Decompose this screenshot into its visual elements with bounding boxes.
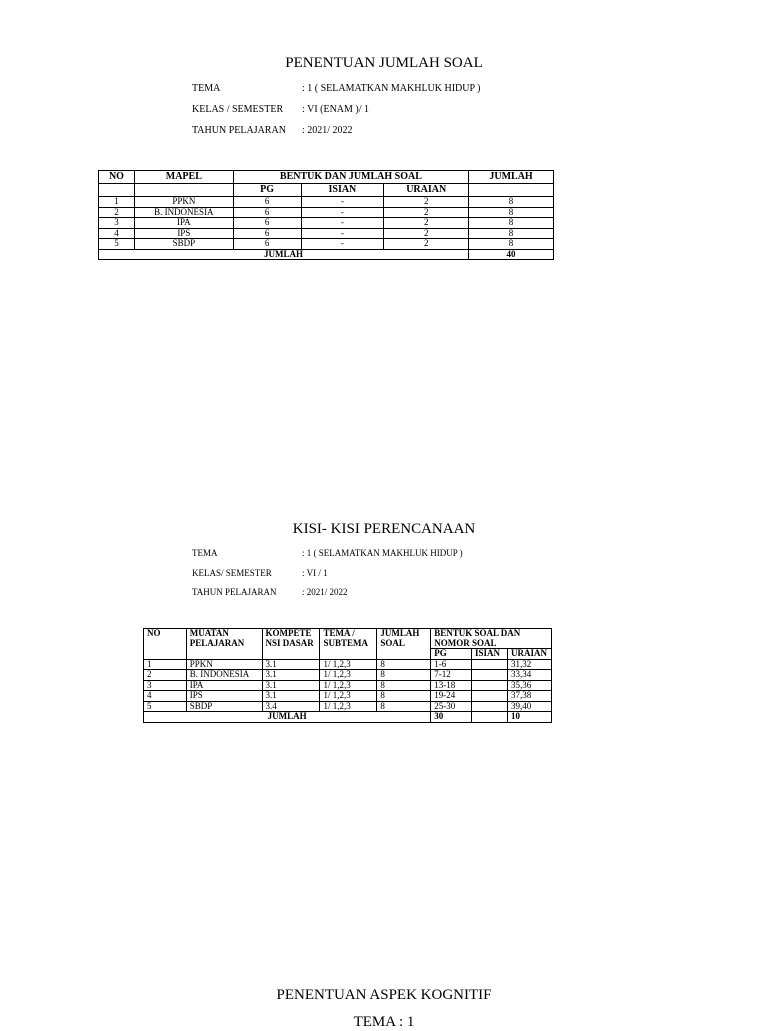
jumlah-soal-table	[98, 170, 554, 260]
cell-pg: 19-24	[431, 691, 472, 702]
cell-no: 3	[99, 218, 135, 229]
cell-pg: 7-12	[431, 670, 472, 681]
table-row	[144, 701, 552, 712]
section2-meta	[192, 548, 592, 608]
table-row	[99, 218, 554, 229]
cell-kd: 3.1	[262, 691, 320, 702]
cell-pg: 6	[233, 207, 301, 218]
cell-muatan: PPKN	[186, 659, 262, 670]
header-no: NO	[99, 171, 135, 184]
header-uraian: URAIAN	[384, 184, 469, 197]
table-row	[99, 239, 554, 250]
cell-kd: 3.4	[262, 701, 320, 712]
header-muatan: MUATAN PELAJARAN	[186, 629, 262, 660]
cell-jumlah: 8	[469, 207, 554, 218]
header-tema: TEMA / SUBTEMA	[320, 629, 377, 660]
cell-isian: -	[301, 197, 384, 208]
cell-isian	[472, 670, 508, 681]
cell-no: 1	[144, 659, 187, 670]
cell-uraian: 2	[384, 228, 469, 239]
meta-value-tema: : 1 ( SELAMATKAN MAKHLUK HIDUP )	[302, 83, 481, 94]
cell-jumlah: 8	[377, 659, 431, 670]
cell-tema: 1/ 1,2,3	[320, 680, 377, 691]
meta-label-tema: TEMA	[192, 83, 221, 94]
kisi-kisi-table	[143, 628, 552, 723]
cell-jumlah: 8	[469, 228, 554, 239]
cell-uraian: 2	[384, 239, 469, 250]
table-row	[99, 197, 554, 208]
cell-pg: 1-6	[431, 659, 472, 670]
cell-kd: 3.1	[262, 670, 320, 681]
header-isian: ISIAN	[472, 649, 508, 660]
header-no: NO	[144, 629, 187, 660]
cell-muatan: SBDP	[186, 701, 262, 712]
footer-total: 40	[469, 249, 554, 260]
footer-label: JUMLAH	[144, 712, 431, 723]
cell-mapel: B. INDONESIA	[134, 207, 233, 218]
meta-value-kelas: : VI (ENAM )/ 1	[302, 104, 370, 115]
cell-jumlah: 8	[469, 218, 554, 229]
cell-uraian: 39,40	[507, 701, 551, 712]
cell-mapel: PPKN	[134, 197, 233, 208]
cell-jumlah: 8	[469, 197, 554, 208]
cell-tema: 1/ 1,2,3	[320, 659, 377, 670]
footer-pg: 30	[431, 712, 472, 723]
header-isian: ISIAN	[301, 184, 384, 197]
header-empty	[469, 184, 554, 197]
cell-tema: 1/ 1,2,3	[320, 701, 377, 712]
cell-muatan: B. INDONESIA	[186, 670, 262, 681]
cell-uraian: 33,34	[507, 670, 551, 681]
meta-label-tahun: TAHUN PELAJARAN	[192, 125, 286, 136]
cell-isian	[472, 680, 508, 691]
meta-label-kelas: KELAS / SEMESTER	[192, 104, 284, 115]
meta-value-tema: : 1 ( SELAMATKAN MAKHLUK HIDUP )	[302, 548, 463, 558]
cell-pg: 13-18	[431, 680, 472, 691]
cell-muatan: IPA	[186, 680, 262, 691]
footer-isian	[472, 712, 508, 723]
header-pg: PG	[233, 184, 301, 197]
cell-tema: 1/ 1,2,3	[320, 691, 377, 702]
meta-value-tahun: : 2021/ 2022	[302, 125, 353, 136]
cell-isian	[472, 701, 508, 712]
section3-subtitle: TEMA : 1	[353, 1014, 415, 1030]
header-empty	[99, 184, 135, 197]
table-row	[144, 659, 552, 670]
cell-isian: -	[301, 228, 384, 239]
section1-meta	[192, 83, 592, 143]
cell-pg: 6	[233, 197, 301, 208]
cell-kd: 3.1	[262, 680, 320, 691]
cell-jumlah: 8	[469, 239, 554, 250]
cell-mapel: SBDP	[134, 239, 233, 250]
cell-jumlah: 8	[377, 701, 431, 712]
header-pg: PG	[431, 649, 472, 660]
header-jumlah: JUMLAH SOAL	[377, 629, 431, 660]
footer-label: JUMLAH	[99, 249, 469, 260]
cell-no: 4	[144, 691, 187, 702]
cell-isian: -	[301, 207, 384, 218]
header-jumlah: JUMLAH	[469, 171, 554, 184]
meta-label-kelas: KELAS/ SEMESTER	[192, 568, 272, 578]
header-empty	[134, 184, 233, 197]
cell-isian: -	[301, 239, 384, 250]
cell-isian: -	[301, 218, 384, 229]
header-uraian: URAIAN	[507, 649, 551, 660]
meta-value-kelas: : VI / 1	[302, 568, 328, 578]
cell-jumlah: 8	[377, 670, 431, 681]
cell-isian	[472, 659, 508, 670]
cell-muatan: IPS	[186, 691, 262, 702]
table-row	[144, 691, 552, 702]
cell-isian	[472, 691, 508, 702]
cell-uraian: 35,36	[507, 680, 551, 691]
cell-no: 4	[99, 228, 135, 239]
cell-pg: 6	[233, 228, 301, 239]
table-row	[99, 228, 554, 239]
cell-pg: 6	[233, 239, 301, 250]
section2-title: KISI- KISI PERENCANAAN	[292, 521, 476, 537]
header-bentuk: BENTUK SOAL DAN NOMOR SOAL	[431, 629, 552, 649]
cell-uraian: 2	[384, 218, 469, 229]
cell-no: 1	[99, 197, 135, 208]
cell-no: 3	[144, 680, 187, 691]
cell-pg: 25-30	[431, 701, 472, 712]
section1-title: PENENTUAN JUMLAH SOAL	[285, 55, 483, 71]
cell-no: 5	[144, 701, 187, 712]
footer-uraian: 10	[507, 712, 551, 723]
cell-no: 2	[144, 670, 187, 681]
meta-value-tahun: : 2021/ 2022	[302, 587, 348, 597]
header-kd: KOMPETE NSI DASAR	[262, 629, 320, 660]
cell-jumlah: 8	[377, 680, 431, 691]
table-row	[99, 207, 554, 218]
cell-uraian: 2	[384, 207, 469, 218]
cell-jumlah: 8	[377, 691, 431, 702]
table-footer-row	[99, 249, 554, 260]
section3-title: PENENTUAN ASPEK KOGNITIF	[276, 987, 492, 1003]
cell-pg: 6	[233, 218, 301, 229]
table-row	[144, 680, 552, 691]
cell-no: 2	[99, 207, 135, 218]
cell-no: 5	[99, 239, 135, 250]
cell-kd: 3.1	[262, 659, 320, 670]
cell-uraian: 37,38	[507, 691, 551, 702]
meta-label-tema: TEMA	[192, 548, 218, 558]
cell-tema: 1/ 1,2,3	[320, 670, 377, 681]
table-footer-row	[144, 712, 552, 723]
cell-mapel: IPA	[134, 218, 233, 229]
cell-mapel: IPS	[134, 228, 233, 239]
cell-uraian: 2	[384, 197, 469, 208]
header-bentuk: BENTUK DAN JUMLAH SOAL	[233, 171, 468, 184]
meta-label-tahun: TAHUN PELAJARAN	[192, 587, 277, 597]
header-mapel: MAPEL	[134, 171, 233, 184]
cell-uraian: 31,32	[507, 659, 551, 670]
table-row	[144, 670, 552, 681]
